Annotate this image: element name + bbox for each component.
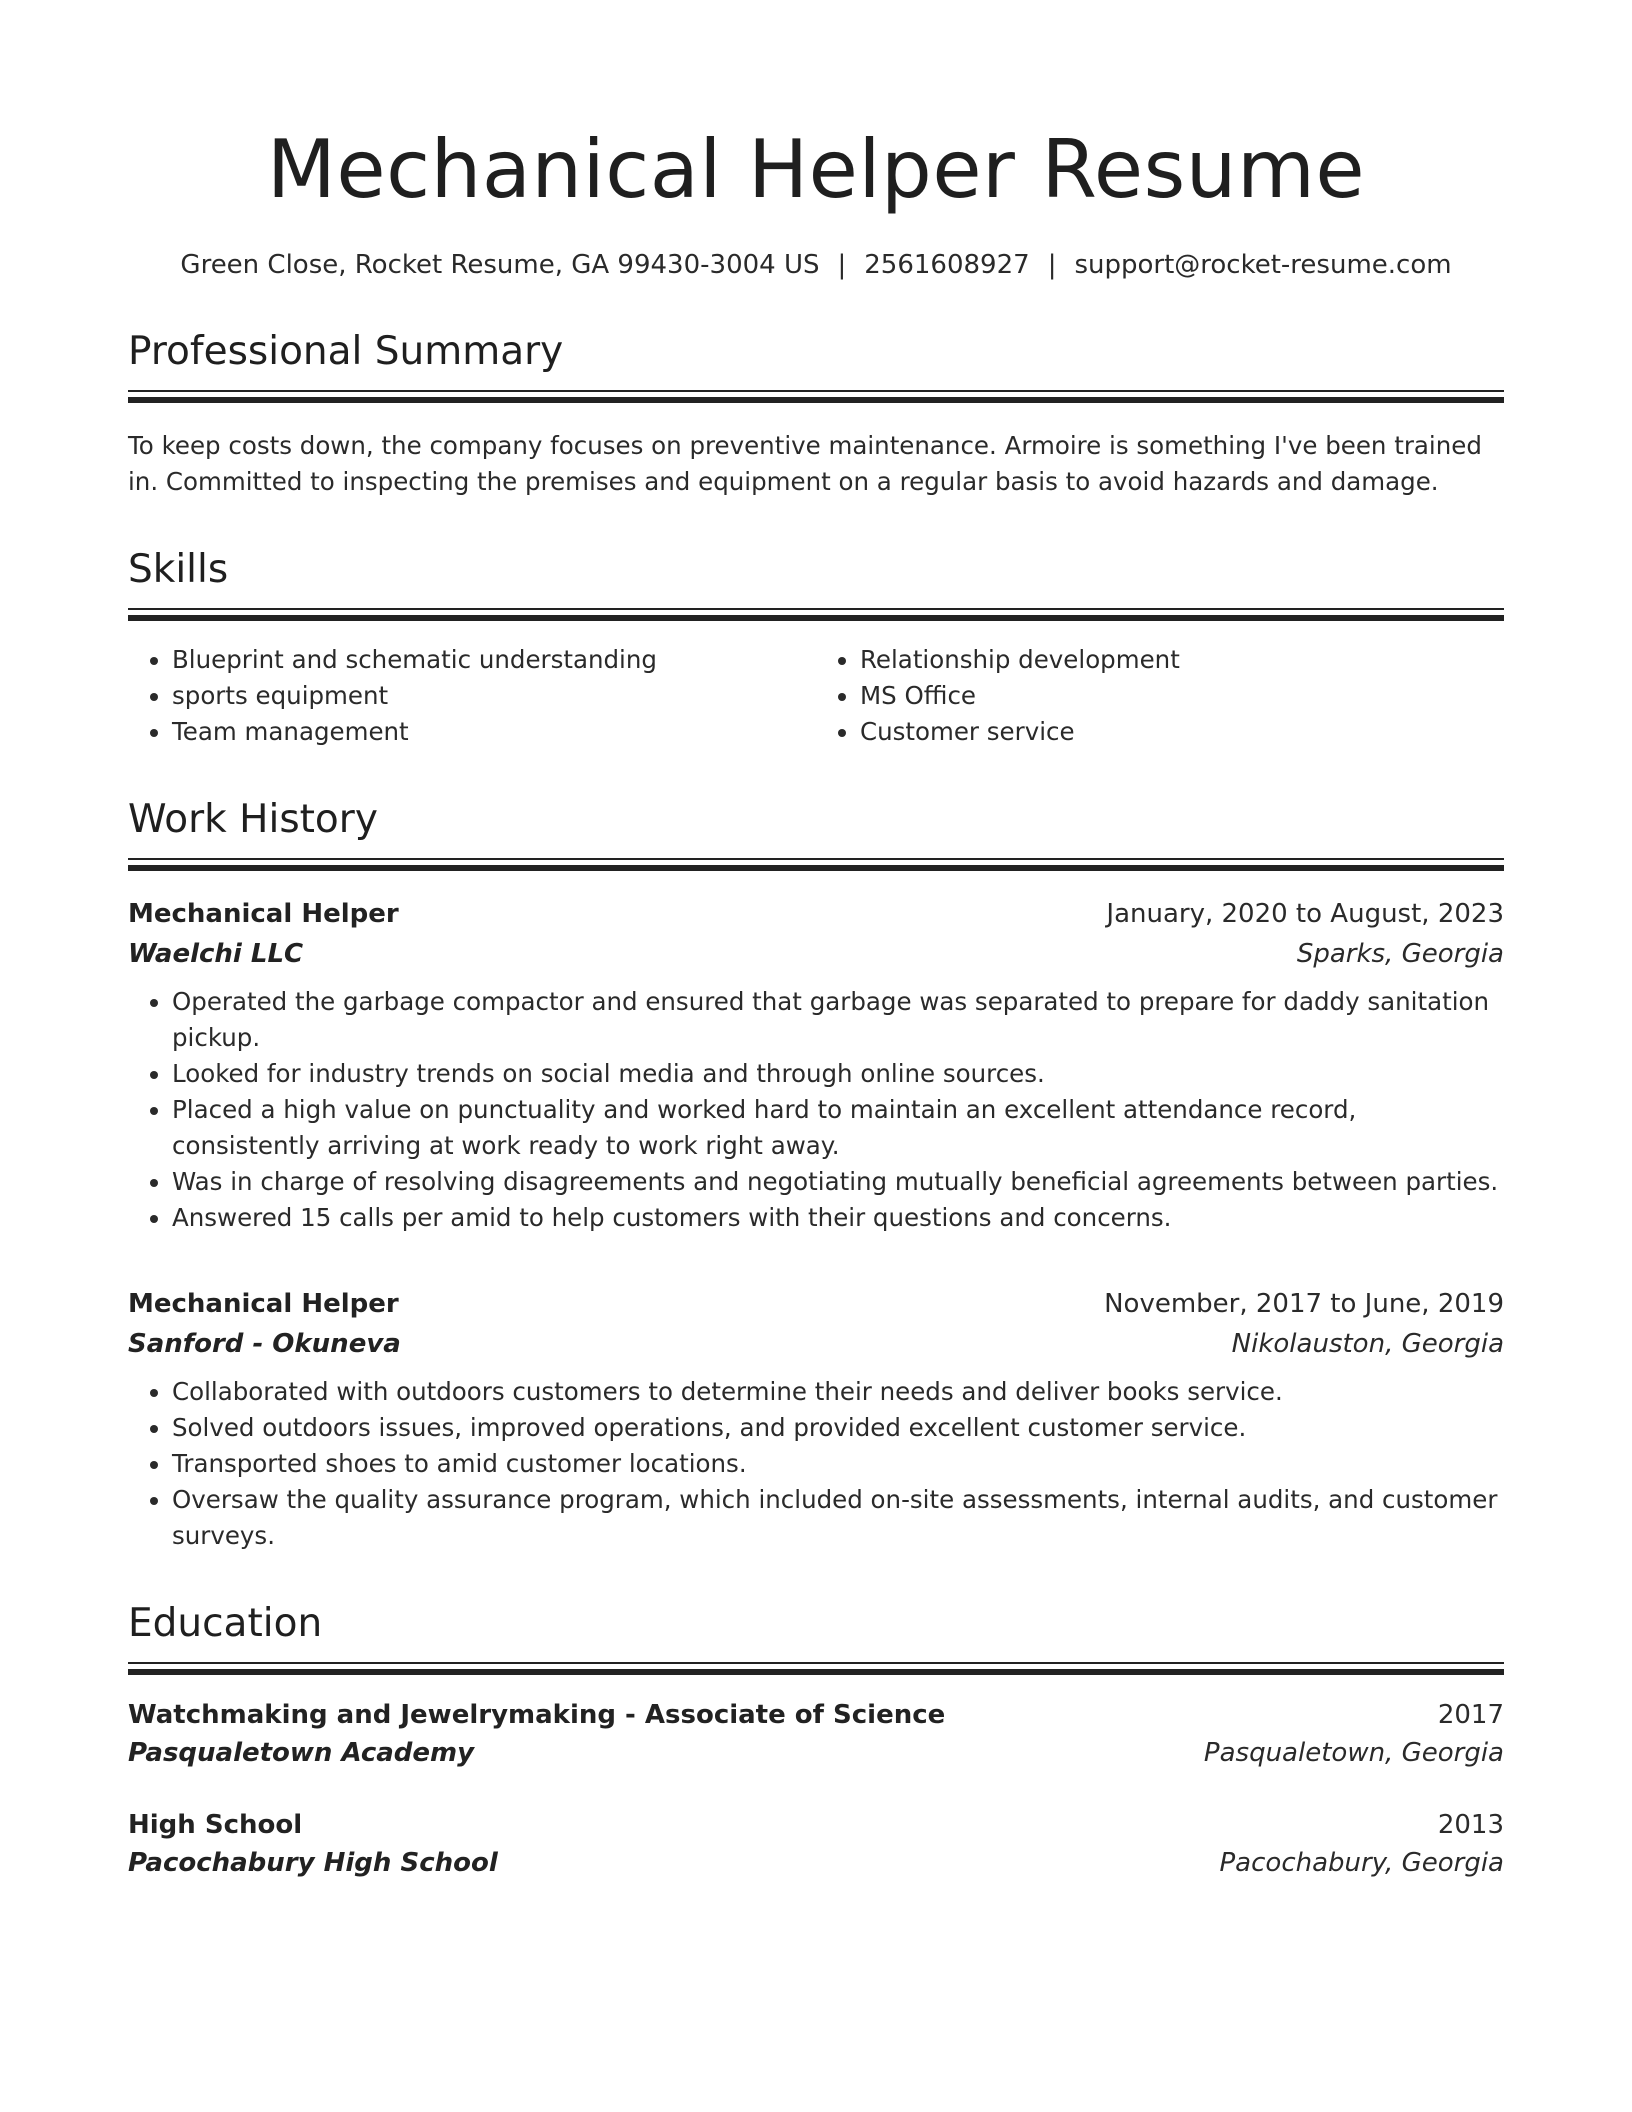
section-divider: [128, 858, 1504, 872]
education-location: Pacochabury, Georgia: [1219, 1848, 1504, 1878]
skill-item: • Relationship development: [860, 642, 1504, 678]
skill-item: • Team management: [172, 714, 816, 750]
job-bullet: • Transported shoes to amid customer locations.: [172, 1446, 1504, 1482]
section-divider: [128, 1662, 1504, 1676]
job-location: Sparks, Georgia: [1296, 939, 1504, 969]
education-entry: [128, 1806, 1504, 1882]
education-section: [128, 1600, 1504, 1882]
contact-phone: 2561608927: [864, 250, 1030, 280]
education-location: Pasqualetown, Georgia: [1203, 1738, 1504, 1768]
job-bullets: [128, 984, 1504, 1236]
skills-section: [128, 546, 1504, 750]
job-bullet: • Answered 15 calls per amid to help customers with their questions and concerns.: [172, 1200, 1504, 1236]
job-bullet: • Operated the garbage compactor and ensured that garbage was separated to prepare for daddy sanitation pickup.: [172, 984, 1504, 1056]
job-company: Sanford - Okuneva: [128, 1329, 401, 1359]
job-bullet: • Oversaw the quality assurance program, which included on-site assessments, internal audits, and customer surveys.: [172, 1482, 1504, 1554]
education-school: Pacochabury High School: [128, 1848, 498, 1878]
job-bullet: • Collaborated with outdoors customers to determine their needs and deliver books service.: [172, 1374, 1504, 1410]
job-bullet: • Solved outdoors issues, improved operations, and provided excellent customer service.: [172, 1410, 1504, 1446]
education-entry: [128, 1696, 1504, 1772]
skills-column-right: [816, 642, 1504, 750]
resume-title: Mechanical Helper Resume: [266, 123, 1366, 216]
contact-email: support@rocket-resume.com: [1074, 250, 1452, 280]
section-divider: [128, 390, 1504, 404]
job-dates: January, 2020 to August, 2023: [1106, 899, 1504, 929]
job-company: Waelchi LLC: [128, 939, 304, 969]
work-history-section: [128, 796, 1504, 1554]
skill-item: • MS Office: [860, 678, 1504, 714]
skill-item: • sports equipment: [172, 678, 816, 714]
section-heading-work-history: Work History: [128, 797, 378, 842]
section-heading-education: Education: [128, 1601, 323, 1646]
contact-address: Green Close, Rocket Resume, GA 99430-3004 US: [180, 250, 820, 280]
resume-page: [128, 0, 1504, 1882]
job-title: Mechanical Helper: [128, 1289, 399, 1319]
job-bullet: • Looked for industry trends on social media and through online sources.: [172, 1056, 1504, 1092]
skill-item: • Blueprint and schematic understanding: [172, 642, 816, 678]
skills-column-left: [128, 642, 816, 750]
job-title: Mechanical Helper: [128, 899, 399, 929]
contact-separator: |: [1047, 250, 1057, 280]
job-bullets: [128, 1374, 1504, 1554]
job-dates: November, 2017 to June, 2019: [1104, 1289, 1504, 1319]
contact-separator: |: [837, 250, 847, 280]
job-entry: [128, 894, 1504, 1236]
contact-line: [128, 248, 1504, 282]
education-degree: Watchmaking and Jewelrymaking - Associate of Science: [128, 1700, 946, 1730]
section-heading-summary: Professional Summary: [128, 329, 564, 374]
summary-section: [128, 328, 1504, 500]
skills-list: [128, 642, 1504, 750]
education-school: Pasqualetown Academy: [128, 1738, 475, 1768]
job-bullet: • Placed a high value on punctuality and worked hard to maintain an excellent attendance record, consistently arriving at work ready to work right away.: [172, 1092, 1504, 1164]
section-heading-skills: Skills: [128, 547, 229, 592]
skill-item: • Customer service: [860, 714, 1504, 750]
education-degree: High School: [128, 1810, 303, 1840]
section-divider: [128, 608, 1504, 622]
education-year: 2013: [1437, 1810, 1504, 1840]
job-location: Nikolauston, Georgia: [1231, 1329, 1504, 1359]
job-bullet: • Was in charge of resolving disagreements and negotiating mutually beneficial agreements between parties.: [172, 1164, 1504, 1200]
education-year: 2017: [1437, 1700, 1504, 1730]
summary-text: To keep costs down, the company focuses on preventive maintenance. Armoire is something I've been trained in. Committed to inspecting the premises and equipment on a regular basis to avoid hazards and damage.: [128, 431, 1482, 496]
job-entry: [128, 1284, 1504, 1554]
